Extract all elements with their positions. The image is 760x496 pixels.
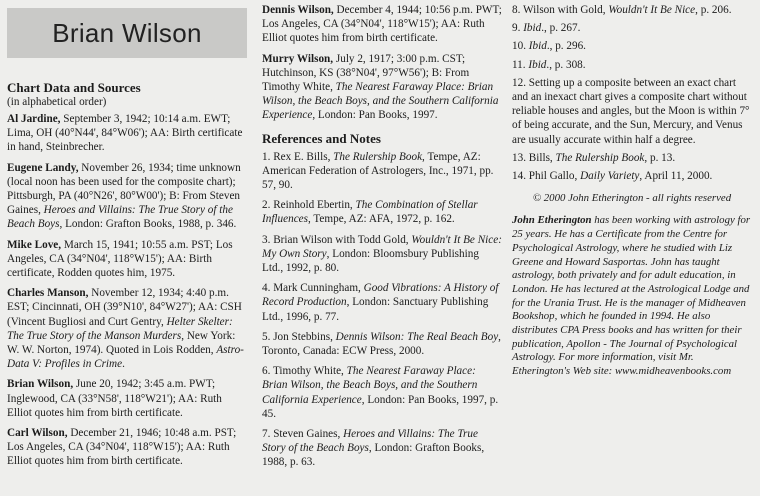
entry-name: Eugene Landy, [7, 161, 79, 174]
note-text: 11. [512, 58, 529, 71]
note-item [512, 58, 752, 72]
ref-text: , Toronto, Canada: ECW Press, 2000. [262, 330, 501, 358]
entry-text: , London: Grafton Books, 1988, p. 346. [59, 218, 237, 231]
ref-text: , London: Pan Books, 1997, p. 45. [262, 393, 499, 420]
note-text: 10. [512, 40, 529, 53]
ref-text: 6. Timothy White, [262, 365, 347, 378]
entry-name: Al Jardine, [7, 113, 61, 125]
note-title: Daily Variety [580, 170, 640, 183]
ref-title: Wouldn't It Be Nice: My Own Story [262, 233, 502, 260]
note-text: , p. 206. [695, 4, 732, 16]
author-name: John Etherington [512, 214, 592, 227]
ref-text: 5. Jon Stebbins, [262, 330, 336, 343]
column-left [7, 0, 247, 475]
note-item [512, 151, 752, 165]
author-bio [512, 214, 752, 378]
title-banner [7, 8, 247, 58]
entry-name: Carl Wilson, [7, 427, 68, 440]
ref-title: The Nearest Faraway Place: Brian Wilson, the Beach Boys, and the Southern California Experience [262, 365, 478, 406]
ref-text: 1. Rex E. Bills, [262, 150, 334, 163]
chart-entry [7, 238, 247, 281]
note-text: ., p. 296. [546, 40, 586, 53]
entry-text: June 20, 1942; 3:45 a.m. PWT; Inglewood, CA (33°N58', 118°W21'); AA: Ruth Elliot quotes him from birth certificate. [7, 378, 222, 419]
note-text: ., p. 267. [541, 22, 581, 35]
entry-text: July 2, 1917; 3:00 p.m. CST; Hutchinson, KS (38°N04', 97°W56'); B: From Timothy White, [262, 52, 470, 94]
entry-text: , London: Pan Books, 1997. [312, 109, 438, 122]
ref-title: The Combination of Stellar Influences [262, 199, 478, 226]
chart-entry [7, 377, 247, 420]
chart-entry [262, 3, 502, 46]
reference-item [262, 198, 502, 226]
reference-item [262, 233, 502, 276]
entry-name: Dennis Wilson, [262, 4, 334, 16]
entry-text: November 12, 1934; 4:40 p.m. EST; Cincinnati, OH (39°N10', 84°W27'); AA: CSH (Vincent Bugliosi and Curt Gentry, [7, 287, 242, 328]
note-text: 13. Bills, [512, 151, 556, 164]
chart-data-heading: Chart Data and Sources [7, 80, 141, 95]
note-title: Ibid [528, 40, 547, 53]
column-right [512, 0, 752, 379]
ref-text: , London: Grafton Books, 1988, p. 63. [262, 442, 485, 469]
ref-text: , London: Bloomsbury Publishing Ltd., 1992, p. 80. [262, 247, 479, 275]
note-item [512, 76, 752, 147]
reference-item [262, 364, 502, 421]
chart-entry [262, 52, 502, 123]
ref-title: Good Vibrations: A History of Record Production [262, 282, 499, 309]
ref-title: The Rulership Book [333, 150, 423, 163]
note-title: Ibid [528, 58, 547, 71]
entry-text: . [122, 358, 125, 371]
ref-text: 7. Steven Gaines, [262, 428, 344, 441]
note-text: , p. 13. [644, 151, 676, 164]
chart-data-subheading: (in alphabetical order) [7, 96, 107, 108]
entry-name: Murry Wilson, [262, 52, 334, 65]
note-item [512, 39, 752, 53]
ref-title: Dennis Wilson: The Real Beach Boy [335, 330, 499, 343]
note-title: The Rulership Book [555, 151, 645, 164]
ref-text: 2. Reinhold Ebertin, [262, 199, 356, 212]
note-item [512, 3, 752, 17]
reference-item [262, 150, 502, 193]
entry-text: December 4, 1944; 10:56 p.m. PWT; Los Angeles, CA (34°N04', 118°W15'); AA: Ruth Elliot quotes him from birth certificate. [262, 4, 502, 45]
ref-title: Heroes and Villains: The True Story of the Beach Boys [262, 428, 478, 455]
note-text: 8. Wilson with Gold, [512, 4, 609, 16]
ref-text: 3. Brian Wilson with Todd Gold, [262, 233, 412, 246]
entry-title: Astro-Data V: Profiles in Crime [7, 344, 244, 371]
note-title: Wouldn't It Be Nice [608, 4, 696, 16]
entry-title: The Nearest Faraway Place: Brian Wilson, the Beach Boys, and the Southern California Experience [262, 81, 499, 122]
bio-text: has been working with astrology for 25 years. He has a Certificate from the Centre for Psychological Astrology, where he studied with Liz Greene and Howard Sasportas. John has taught astrology, both privately and for adult education, in London. He has lectured at the Astrological Lodge and for the Urania Trust. He is the manager of Midheaven Bookshop, which he founded in 1994. He also distributes CPA Press books and has written for their publication, Apollon - The Journal of Psychological Astrology. For more information, visit Mr. Etherington's Web site: www.midheavenbooks.com [512, 214, 751, 378]
entry-text: November 26, 1934; time unknown (local noon has been used for the composite chart); Pittsburgh, PA (40°N26', 80°W00'); B: From Steven Gaines, [7, 161, 241, 217]
note-text: 14. Phil Gallo, [512, 170, 581, 183]
ref-text: , London: Sanctuary Publishing Ltd., 1996, p. 77. [262, 296, 489, 323]
entry-title: Heroes and Villains: The True Story of the Beach Boys [7, 204, 233, 231]
note-text: ., p. 308. [546, 58, 586, 71]
reference-item [262, 281, 502, 324]
note-item [512, 21, 752, 35]
ref-text: , Tempe, AZ: AFA, 1972, p. 162. [307, 213, 455, 226]
entry-name: Brian Wilson, [7, 378, 74, 391]
note-text: 9. [512, 22, 524, 35]
entry-title: Helter Skelter: The True Story of the Manson Murders [7, 315, 233, 342]
entry-text: September 3, 1942; 10:14 a.m. EWT; Lima, OH (40°N44', 84°W06'); AA: Birth certificate in hand, Steinbrecher. [7, 113, 243, 154]
note-text: , April 11, 2000. [639, 170, 713, 183]
entry-text: December 21, 1946; 10:48 a.m. PST; Los Angeles, CA (34°N04', 118°W15'); AA: Ruth Elliot quotes him from birth certificate. [7, 427, 237, 468]
entry-name: Charles Manson, [7, 287, 89, 300]
chart-entry [7, 112, 247, 155]
note-title: Ibid [523, 22, 542, 35]
note-text: 12. Setting up a composite between an exact chart and an inexact chart gives a composite chart without reliable houses and angles, but the Moon is within 7° of being accurate, and the Sun, Mercury, and Venus are usually accurate within half a degree. [512, 76, 750, 146]
chart-entry [7, 426, 247, 469]
reference-item [262, 427, 502, 470]
copyright-notice: © 2000 John Etherington - all rights reserved [532, 192, 732, 205]
page-title: Brian Wilson [52, 17, 202, 48]
entry-text: March 15, 1941; 10:55 a.m. PST; Los Angeles, CA (34°N04', 118°W15'); AA: Birth certificate, Rodden quotes him, 1975. [7, 238, 233, 280]
ref-text: , Tempe, AZ: American Federation of Astrologers, Inc., 1971, pp. 57, 90. [262, 150, 494, 192]
entry-name: Mike Love, [7, 238, 62, 251]
ref-text: 4. Mark Cunningham, [262, 282, 364, 295]
entry-text: , New York: W. W. Norton, 1974). Quoted in Lois Rodden, [7, 329, 236, 357]
references-heading: References and Notes [262, 130, 381, 146]
note-item [512, 169, 752, 183]
chart-entry [7, 161, 247, 232]
reference-item [262, 330, 502, 358]
column-middle [262, 0, 502, 476]
chart-entry [7, 286, 247, 371]
